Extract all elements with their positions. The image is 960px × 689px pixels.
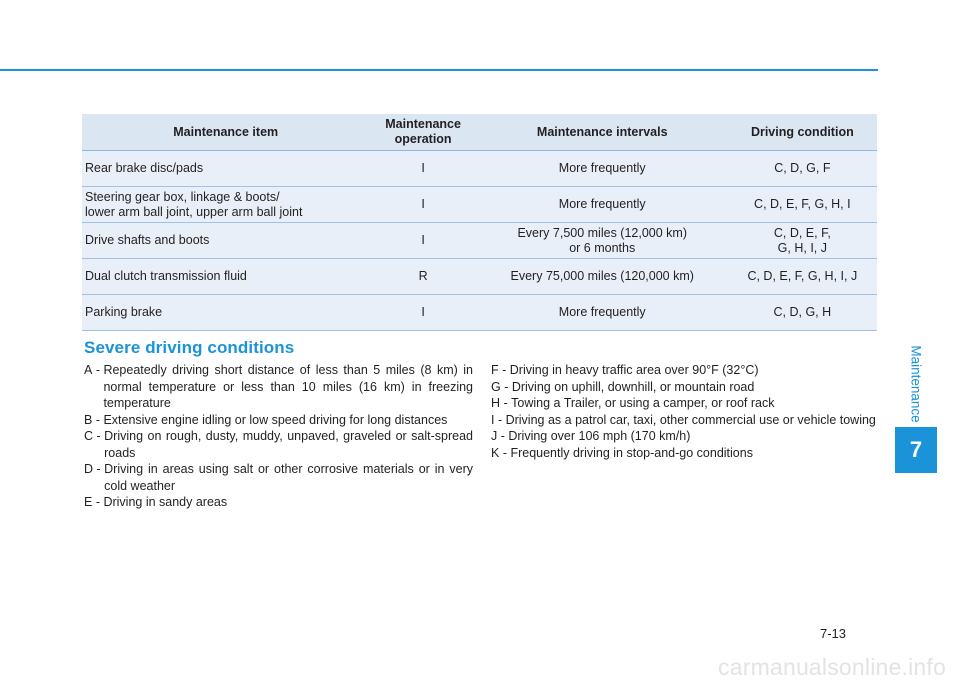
cell-item: Drive shafts and boots: [82, 223, 369, 259]
chapter-tab: 7: [895, 427, 937, 473]
cell-operation: R: [369, 259, 476, 295]
condition-item: [491, 379, 879, 396]
condition-text: Towing a Trailer, or using a camper, or roof rack: [511, 396, 775, 410]
condition-separator: -: [92, 363, 104, 377]
condition-letter: F: [491, 363, 499, 377]
cell-condition: C, D, E, F, G, H, I, J: [728, 223, 877, 259]
page-number: 7-13: [820, 626, 847, 641]
condition-text: Extensive engine idling or low speed driving for long distances: [103, 412, 448, 427]
condition-letter: D: [84, 462, 94, 476]
condition-text: Driving in areas using salt or other corrosive materials or in very cold weather: [104, 462, 473, 493]
cell-item: Steering gear box, linkage & boots/ lower arm ball joint, upper arm ball joint: [82, 187, 369, 223]
cell-condition: C, D, G, H: [728, 295, 877, 331]
condition-separator: -: [494, 412, 506, 427]
cell-condition: C, D, E, F, G, H, I, J: [728, 259, 877, 295]
cell-interval: Every 7,500 miles (12,000 km) or 6 months: [477, 223, 728, 259]
cell-item: Dual clutch transmission fluid: [82, 259, 369, 295]
cell-item: Rear brake disc/pads: [82, 151, 369, 187]
cell-interval: More frequently: [477, 151, 728, 187]
condition-letter: H: [491, 396, 501, 410]
condition-item: [491, 428, 879, 445]
condition-text: Driving in heavy traffic area over 90°F (32°C): [509, 363, 759, 377]
condition-separator: -: [498, 363, 510, 377]
section-title: Severe driving conditions: [84, 338, 295, 357]
condition-text: Driving in sandy areas: [103, 495, 228, 509]
condition-letter: E: [84, 495, 93, 509]
chapter-label-text: Maintenance: [908, 345, 924, 423]
condition-letter: I: [491, 412, 495, 427]
condition-text: Repeatedly driving short distance of less than 5 miles (8 km) in normal temperature or less than 10 miles (16 km) in freezing temperature: [103, 363, 473, 410]
cell-operation: I: [369, 295, 476, 331]
maintenance-table: [82, 114, 877, 331]
condition-item: [84, 494, 473, 511]
condition-text: Driving over 106 mph (170 km/h): [508, 429, 691, 443]
header-maintenance-operation: Maintenance operation: [369, 114, 476, 151]
condition-item: [491, 395, 879, 412]
table-row: [82, 295, 877, 331]
condition-item: [491, 412, 879, 429]
condition-separator: -: [93, 462, 105, 476]
condition-item: [491, 445, 879, 462]
condition-letter: G: [491, 379, 501, 394]
table-row: [82, 259, 877, 295]
condition-separator: -: [92, 495, 104, 509]
header-maintenance-intervals: Maintenance intervals: [477, 114, 728, 151]
condition-item: [491, 362, 879, 379]
condition-text: Frequently driving in stop-and-go conditions: [510, 445, 753, 460]
cell-condition: C, D, G, F: [728, 151, 877, 187]
top-rule: [0, 69, 878, 71]
conditions-left-column: [84, 362, 473, 511]
conditions-right-column: [491, 362, 879, 461]
table-row: [82, 187, 877, 223]
condition-letter: J: [491, 429, 498, 443]
condition-separator: -: [497, 429, 509, 443]
condition-letter: C: [84, 429, 94, 443]
condition-item: [84, 412, 473, 429]
condition-text: Driving on rough, dusty, muddy, unpaved, graveled or salt-spread roads: [104, 429, 473, 460]
cell-operation: I: [369, 187, 476, 223]
cell-operation: I: [369, 223, 476, 259]
condition-separator: -: [500, 396, 512, 410]
condition-letter: A: [84, 363, 93, 377]
condition-separator: -: [92, 412, 104, 427]
table-header-row: [82, 114, 877, 151]
condition-separator: -: [499, 445, 511, 460]
cell-interval: Every 75,000 miles (120,000 km): [477, 259, 728, 295]
cell-item: Parking brake: [82, 295, 369, 331]
condition-letter: B: [84, 412, 93, 427]
condition-separator: -: [500, 379, 512, 394]
watermark: carmanualsonline.info: [718, 654, 946, 680]
header-driving-condition: Driving condition: [728, 114, 877, 151]
condition-separator: -: [93, 429, 105, 443]
cell-interval: More frequently: [477, 295, 728, 331]
cell-condition: C, D, E, F, G, H, I: [728, 187, 877, 223]
table-row: [82, 223, 877, 259]
cell-operation: I: [369, 151, 476, 187]
condition-text: Driving on uphill, downhill, or mountain road: [511, 379, 755, 394]
condition-item: [84, 362, 473, 412]
header-maintenance-item: Maintenance item: [82, 114, 369, 151]
table-row: [82, 151, 877, 187]
condition-item: [84, 428, 473, 461]
condition-item: [84, 461, 473, 494]
cell-interval: More frequently: [477, 187, 728, 223]
condition-letter: K: [491, 445, 500, 460]
condition-text: Driving as a patrol car, taxi, other commercial use or vehicle towing: [505, 412, 876, 427]
